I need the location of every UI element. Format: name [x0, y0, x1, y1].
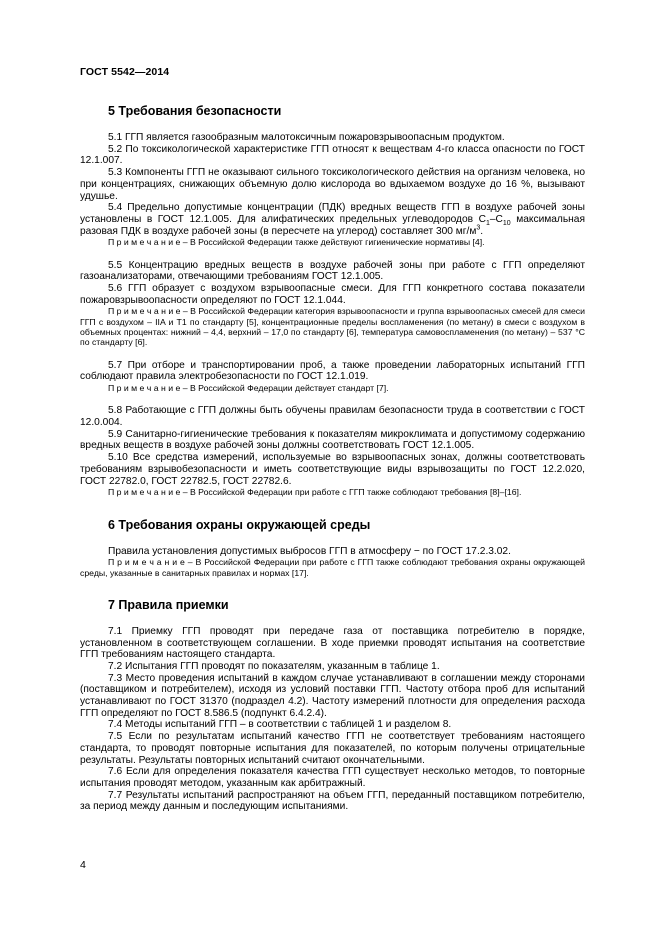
page-number: 4	[80, 859, 86, 871]
subscript-1: 1	[485, 219, 490, 227]
note-5-10	[80, 487, 585, 497]
clause-5-4-text-a: 5.4 Предельно допустимые концентрации (ПДК) вредных веществ ГГП в воздухе рабочей зоны установлены в ГОСТ 12.1.005. Для алифатических предельных углеводородов С	[80, 202, 585, 225]
clause-5-4-text-c: .	[480, 225, 484, 237]
subscript-10: 10	[502, 219, 511, 227]
note-5-4	[80, 237, 585, 247]
clause-5-6: 5.6 ГГП образует с воздухом взрывоопасные смеси. Для ГГП конкретного состава показатели пожаровзрывоопасности определяют по ГОСТ 12.1.044.	[80, 283, 585, 306]
clause-7-7: 7.7 Результаты испытаний распространяют на объем ГГП, переданный поставщиком потребителю, за период между данным и последующим испытаниями.	[80, 789, 585, 813]
page-header: ГОСТ 5542—2014	[80, 66, 170, 78]
clause-7-1: 7.1 Приемку ГГП проводят при передаче газа от поставщика потребителю в порядке, установленном в соответствующем соглашении. В ходе приемки проводят испытания на соответствие ГГП требованиям настоящего стандарта.	[80, 625, 585, 661]
clause-7-2: 7.2 Испытания ГГП проводят по показателям, указанным в таблице 1.	[108, 660, 440, 672]
note-label: П р и м е ч а н и е	[108, 237, 181, 248]
note-5-7	[80, 383, 585, 393]
clause-5-4	[80, 202, 585, 237]
note-5-7-text: – В Российской Федерации действует стандарт [7].	[180, 383, 389, 394]
clause-6-text: Правила установления допустимых выбросов ГГП в атмосферу − по ГОСТ 17.2.3.02.	[108, 545, 511, 557]
clause-7-4: 7.4 Методы испытаний ГГП – в соответствии с таблицей 1 и разделом 8.	[108, 719, 452, 731]
clause-7-5: 7.5 Если по результатам испытаний качество ГГП не соответствует требованиям настоящего стандарта, то проводят повторные испытания для показателей, по которым получены отрицательные результаты. Результаты повторных испытаний считают окончательными.	[80, 731, 585, 766]
note-6	[80, 557, 585, 578]
clause-5-4-dash: –С	[489, 213, 503, 225]
note-5-4-text: – В Российской Федерации также действуют гигиенические нормативы [4].	[180, 237, 485, 248]
note-5-6	[80, 306, 585, 347]
section-5-heading: 5 Требования безопасности	[108, 104, 282, 118]
clause-5-7: 5.7 При отборе и транспортировании проб, а также проведении лабораторных испытаний ГГП соблюдают правила электробезопасности по ГОСТ 12.1.019.	[80, 359, 585, 383]
clause-5-8: 5.8 Работающие с ГГП должны быть обучены правилам безопасности труда в соответствии с ГОСТ 12.0.004.	[80, 405, 585, 429]
section-6-heading: 6 Требования охраны окружающей среды	[108, 517, 371, 532]
clause-5-1: 5.1 ГГП является газообразным малотоксичным пожаровзрывоопасным продуктом.	[108, 132, 505, 143]
note-label: П р и м е ч а н и е	[108, 306, 181, 317]
clause-5-10: 5.10 Все средства измерений, используемые во взрывоопасных зонах, должны соответствовать требованиям взрывобезопасности и иметь соответствующие виды взрывозащиты по ГОСТ 12.2.020, ГОСТ 22782.0, ГОСТ 22782.5, ГОСТ 22782.6.	[80, 452, 585, 487]
note-label: П р и м е ч а н и е	[108, 383, 181, 394]
note-label: П р и м е ч а н и е	[108, 557, 185, 568]
clause-7-3: 7.3 Место проведения испытаний в каждом случае устанавливают в соглашении между сторонами (поставщиком и потребителем), исходя из условий поставки ГГП. Частоту отбора проб для испытаний устанавливают по ГОСТ 31370 (подраздел 4.2). Частоту измерений плотности для определения расхода ГГП определяют по ГОСТ 8.586.5 (подпункт 6.4.2.4).	[80, 672, 585, 719]
clause-7-6: 7.6 Если для определения показателя качества ГГП существует несколько методов, то повторные испытания проводят методом, указанным как арбитражный.	[80, 766, 585, 789]
note-5-6-text: – В Российской Федерации категория взрывоопасности и группа взрывоопасных смесей для смеси ГГП с воздухом – IIA и Т1 по стандарту [5], концентрационные пределы воспламенения (по метану) в смеси с воздухом в объемных процентах: нижний – 4,4, верхний – 17,0 по стандарту [6], температура самовоспламенения (по метану) – 537 °С по стандарту [6].	[80, 306, 586, 348]
note-5-10-text: – В Российской Федерации при работе с ГГП также соблюдают требования [8]–[16].	[180, 487, 522, 498]
clause-5-4-text-b: максимальная разовая ПДК в воздухе рабочей зоны (в пересчете на углерод) составляет 300 мг/м	[80, 213, 585, 237]
clause-5-9: 5.9 Санитарно-гигиенические требования к показателям микроклимата и допустимому содержанию вредных веществ в воздухе рабочей зоны должны соответствовать ГОСТ 12.1.005.	[80, 428, 585, 452]
note-6-text: – В Российской Федерации при работе с ГГП также соблюдают требования охраны окружающей среды, указанные в санитарных правилах и нормах [17].	[80, 557, 585, 578]
note-label: П р и м е ч а н и е	[108, 487, 181, 498]
clause-5-5: 5.5 Концентрацию вредных веществ в воздухе рабочей зоны при работе с ГГП определяют газоанализаторами, отвечающими требованиям ГОСТ 12.1.005.	[80, 259, 585, 283]
section-7-heading: 7 Правила приемки	[108, 597, 229, 612]
clause-5-2: 5.2 По токсикологической характеристике ГГП относят к веществам 4-го класса опасности по ГОСТ 12.1.007.	[80, 143, 585, 167]
document-body	[80, 84, 585, 813]
clause-5-3: 5.3 Компоненты ГГП не оказывают сильного токсикологического действия на организм человека, но при концентрациях, снижающих объемную долю кислорода во вдыхаемом воздухе до 16 %, вызывают удушье.	[80, 167, 585, 202]
superscript-3: 3	[476, 224, 481, 232]
